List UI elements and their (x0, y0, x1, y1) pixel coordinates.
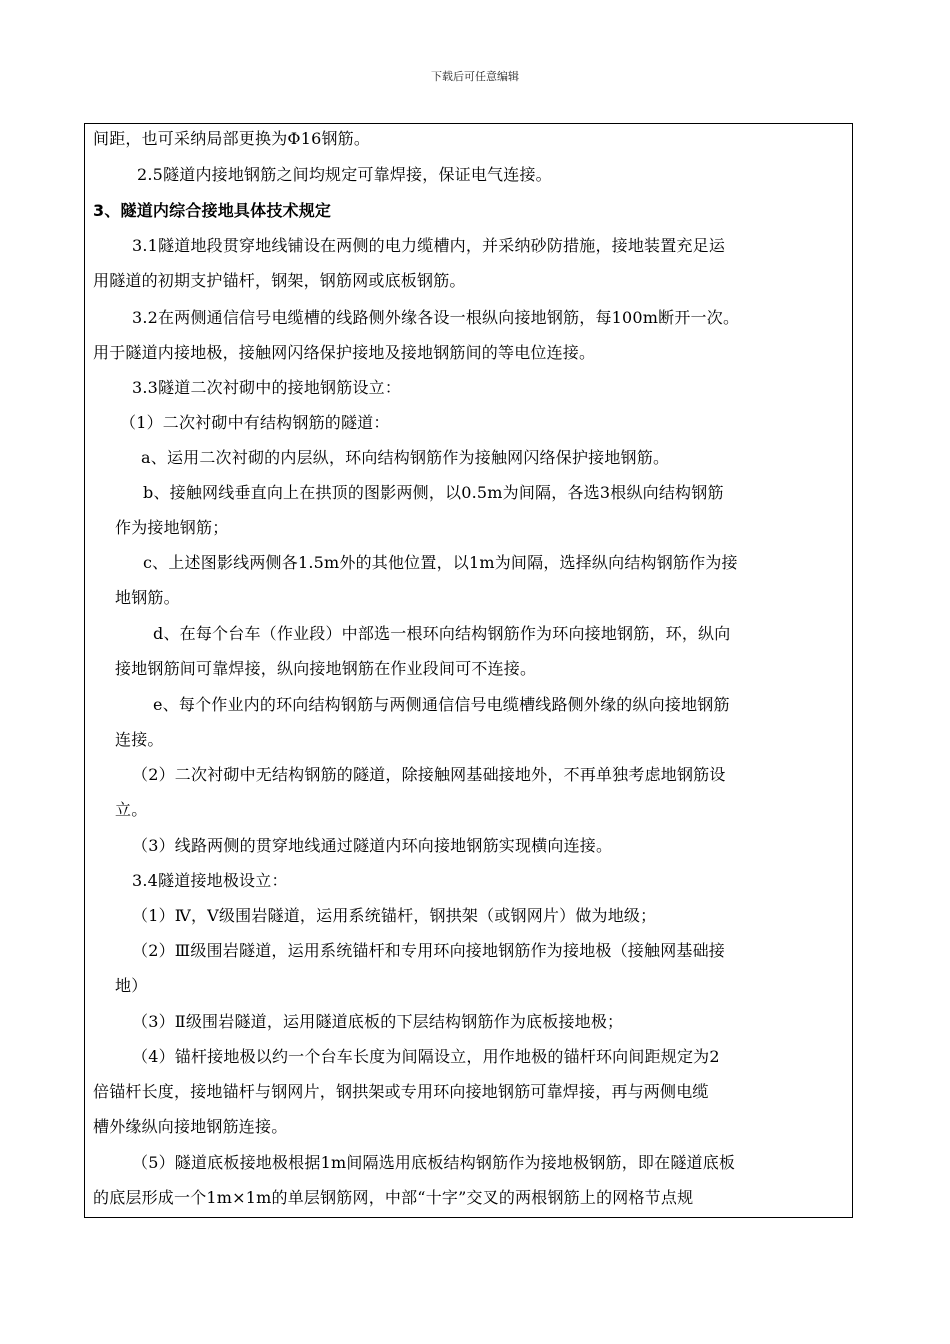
text-line: （5）隧道底板接地极根据1m间隔选用底板结构钢筋作为接地极钢筋，即在隧道底板 (132, 1153, 736, 1172)
text-line: 倍锚杆长度，接地锚杆与钢网片，钢拱架或专用环向接地钢筋可靠焊接，再与两侧电缆 (93, 1082, 709, 1101)
text-line: 3.3隧道二次衬砌中的接地钢筋设立： (132, 378, 402, 397)
text-line: 的底层形成一个1m×1m的单层钢筋网，中部“十字”交叉的两根钢筋上的网格节点规 (93, 1188, 694, 1207)
text-line: 立。 (115, 800, 148, 819)
section-heading: 3、隧道内综合接地具体技术规定 (93, 201, 332, 220)
text-line: 3.2在两侧通信信号电缆槽的线路侧外缘各设一根纵向接地钢筋，每100m断开一次。 (132, 308, 740, 327)
text-line: 间距，也可采纳局部更换为Φ16钢筋。 (93, 129, 371, 148)
text-line: （2）二次衬砌中无结构钢筋的隧道，除接触网基础接地外，不再单独考虑地钢筋设 (132, 765, 726, 784)
text-line: 地钢筋。 (115, 588, 180, 607)
text-line: 作为接地钢筋； (115, 518, 229, 537)
content-box (84, 123, 853, 1218)
text-line: 用于隧道内接地极，接触网闪络保护接地及接地钢筋间的等电位连接。 (93, 343, 596, 362)
text-line: 接地钢筋间可靠焊接，纵向接地钢筋在作业段间可不连接。 (115, 659, 537, 678)
text-line: （4）锚杆接地极以约一个台车长度为间隔设立，用作地极的锚杆环向间距规定为2 (132, 1047, 720, 1066)
page-header: 下载后可任意编辑 (431, 70, 519, 83)
text-line: e、每个作业内的环向结构钢筋与两侧通信信号电缆槽线路侧外缘的纵向接地钢筋 (153, 695, 730, 714)
text-line: （3）Ⅱ级围岩隧道，运用隧道底板的下层结构钢筋作为底板接地极； (132, 1012, 624, 1031)
text-line: （3）线路两侧的贯穿地线通过隧道内环向接地钢筋实现横向连接。 (132, 836, 613, 855)
text-line: 用隧道的初期支护锚杆，钢架，钢筋网或底板钢筋。 (93, 271, 466, 290)
text-line: 3.4隧道接地极设立： (132, 871, 288, 890)
text-line: c、上述图影线两侧各1.5m外的其他位置，以1m为间隔，选择纵向结构钢筋作为接 (143, 553, 738, 572)
text-line: d、在每个台车（作业段）中部选一根环向结构钢筋作为环向接地钢筋，环，纵向 (153, 624, 731, 643)
text-line: 连接。 (115, 730, 164, 749)
text-line: 地） (115, 976, 148, 995)
text-line: a、运用二次衬砌的内层纵，环向结构钢筋作为接触网闪络保护接地钢筋。 (141, 448, 670, 467)
text-line: 槽外缘纵向接地钢筋连接。 (93, 1117, 288, 1136)
text-line: （1）二次衬砌中有结构钢筋的隧道： (120, 413, 390, 432)
text-line: 2.5隧道内接地钢筋之间均规定可靠焊接，保证电气连接。 (137, 165, 552, 184)
text-line: （2）Ⅲ级围岩隧道，运用系统锚杆和专用环向接地钢筋作为接地极（接触网基础接 (132, 941, 726, 960)
text-line: b、接触网线垂直向上在拱顶的图影两侧，以0.5m为间隔，各选3根纵向结构钢筋 (143, 483, 724, 502)
text-line: （1）Ⅳ，Ⅴ级围岩隧道，运用系统锚杆，钢拱架（或钢网片）做为地级； (132, 906, 657, 925)
text-line: 3.1隧道地段贯穿地线铺设在两侧的电力缆槽内，并采纳砂防措施，接地装置充足运 (132, 236, 726, 255)
